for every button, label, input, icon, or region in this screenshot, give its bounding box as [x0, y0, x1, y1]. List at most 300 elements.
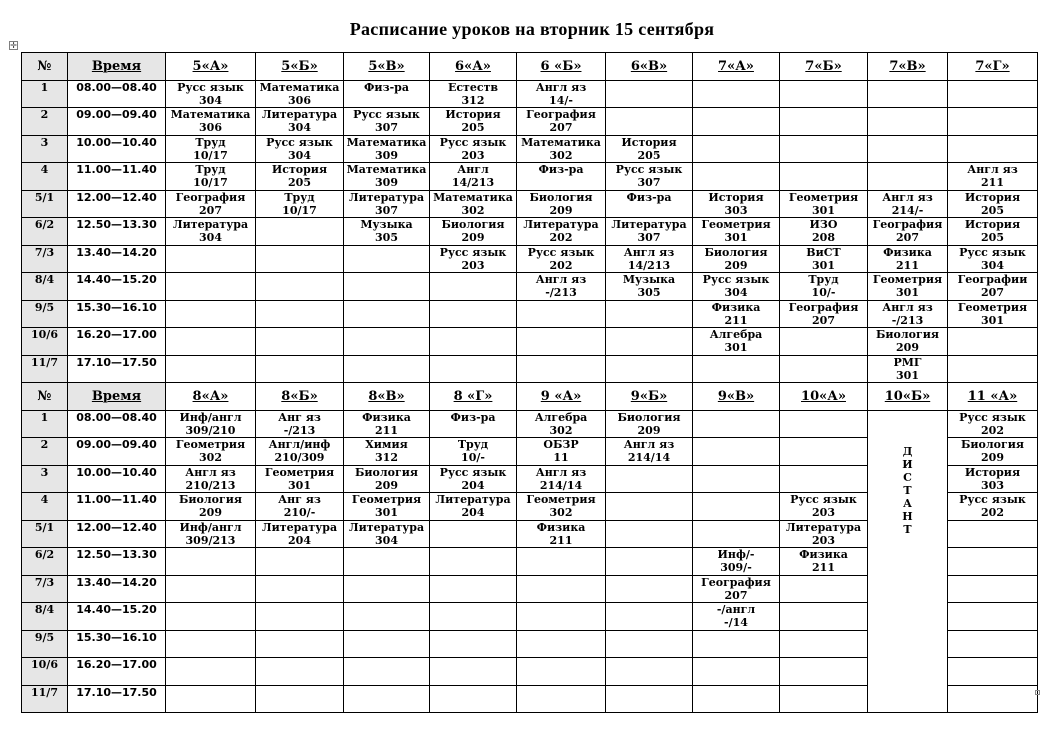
lesson-cell[interactable] [606, 163, 693, 191]
lesson-cell[interactable] [606, 80, 693, 108]
lesson-cell[interactable] [948, 355, 1038, 383]
lesson-cell[interactable] [780, 273, 868, 301]
lesson-cell[interactable] [606, 328, 693, 356]
lesson-cell[interactable] [606, 108, 693, 136]
lesson-row [22, 245, 1038, 273]
lesson-time: 17.10—17.50 [68, 685, 166, 713]
lesson-cell[interactable] [166, 465, 256, 493]
lesson-cell[interactable] [517, 163, 606, 191]
lesson-cell[interactable] [430, 493, 517, 521]
lesson-cell[interactable] [430, 328, 517, 356]
lesson-cell[interactable] [948, 163, 1038, 191]
room: 203 [812, 506, 835, 519]
lesson-cell[interactable] [166, 410, 256, 438]
subject: Физика [362, 410, 411, 424]
lesson-cell[interactable] [780, 685, 868, 713]
lesson-cell[interactable] [948, 135, 1038, 163]
subject: Русс язык [527, 245, 595, 259]
lesson-cell[interactable] [780, 300, 868, 328]
lesson-cell[interactable] [868, 355, 948, 383]
class-name: 6«В» [606, 53, 693, 81]
lesson-cell[interactable] [430, 190, 517, 218]
lesson-cell[interactable] [166, 108, 256, 136]
lesson-cell[interactable] [256, 135, 344, 163]
lesson-cell[interactable] [780, 190, 868, 218]
lesson-cell[interactable] [344, 493, 430, 521]
lesson-cell[interactable] [948, 328, 1038, 356]
subject: Геометрия [872, 273, 943, 286]
room: -/213 [891, 313, 924, 327]
lesson-cell[interactable] [256, 493, 344, 521]
lesson-cell[interactable] [430, 135, 517, 163]
lesson-cell[interactable] [868, 245, 948, 273]
subject: Физ-ра [364, 80, 409, 94]
schedule-table [21, 52, 1038, 713]
lesson-cell[interactable] [344, 328, 430, 356]
lesson-cell[interactable] [868, 190, 948, 218]
lesson-cell[interactable] [693, 108, 780, 136]
lesson-cell[interactable] [693, 355, 780, 383]
lesson-cell[interactable] [256, 630, 344, 658]
lesson-time: 10.00—10.40 [68, 135, 166, 163]
lesson-cell[interactable] [948, 548, 1038, 576]
lesson-cell[interactable] [166, 658, 256, 686]
room: 202 [549, 258, 573, 272]
lesson-cell[interactable] [166, 80, 256, 108]
class-name: 7«Г» [948, 53, 1038, 81]
lesson-cell[interactable] [693, 300, 780, 328]
subject: Инф/- [717, 548, 755, 561]
lesson-cell[interactable] [430, 80, 517, 108]
room: 307 [637, 231, 661, 244]
lesson-cell[interactable] [256, 520, 344, 548]
lesson-cell[interactable] [517, 548, 606, 576]
subject: Литература [523, 218, 599, 231]
lesson-cell[interactable] [868, 80, 948, 108]
lesson-cell[interactable] [256, 548, 344, 576]
lesson-cell[interactable] [780, 630, 868, 658]
lesson-cell[interactable] [948, 493, 1038, 521]
lesson-cell[interactable] [780, 163, 868, 191]
lesson-cell[interactable] [344, 438, 430, 466]
lesson-cell[interactable] [344, 163, 430, 191]
lesson-cell[interactable] [517, 108, 606, 136]
lesson-cell[interactable] [780, 438, 868, 466]
lesson-cell[interactable] [693, 520, 780, 548]
lesson-cell[interactable] [430, 658, 517, 686]
lesson-cell[interactable] [430, 410, 517, 438]
move-cross-icon[interactable]: ✛ [10, 41, 17, 50]
lesson-cell[interactable] [948, 520, 1038, 548]
subject: Физ-ра [538, 163, 584, 176]
lesson-cell[interactable] [256, 575, 344, 603]
lesson-cell[interactable] [430, 218, 517, 246]
lesson-cell[interactable] [430, 355, 517, 383]
lesson-cell[interactable] [693, 328, 780, 356]
room: 301 [288, 478, 311, 492]
lesson-cell[interactable] [517, 245, 606, 273]
lesson-cell[interactable] [430, 685, 517, 713]
lesson-cell[interactable] [344, 355, 430, 383]
lesson-cell[interactable] [693, 438, 780, 466]
lesson-cell[interactable] [693, 493, 780, 521]
lesson-cell[interactable] [780, 410, 868, 438]
lesson-cell[interactable] [430, 603, 517, 631]
lesson-cell[interactable] [693, 410, 780, 438]
lesson-cell[interactable] [166, 218, 256, 246]
subject: РМГ [893, 355, 922, 369]
room: 209 [375, 478, 398, 492]
lesson-cell[interactable] [780, 603, 868, 631]
lesson-cell[interactable] [256, 438, 344, 466]
lesson-cell[interactable] [517, 438, 606, 466]
lesson-cell[interactable] [344, 658, 430, 686]
subject: Геометрия [701, 218, 771, 231]
lesson-cell[interactable] [606, 465, 693, 493]
room: 207 [896, 231, 919, 244]
subject: Математика [170, 108, 251, 121]
subject: Географии [957, 273, 1028, 286]
lesson-cell[interactable] [256, 355, 344, 383]
lesson-cell[interactable] [693, 135, 780, 163]
lesson-cell[interactable] [517, 685, 606, 713]
lesson-cell[interactable] [166, 355, 256, 383]
lesson-cell[interactable] [517, 190, 606, 218]
subject: Русс язык [439, 465, 507, 479]
lesson-cell[interactable] [780, 328, 868, 356]
subject: Геометрия [351, 493, 422, 506]
lesson-cell[interactable] [256, 108, 344, 136]
lesson-cell[interactable] [606, 218, 693, 246]
room: 209 [549, 203, 573, 217]
lesson-cell[interactable] [868, 135, 948, 163]
subject: Химия [365, 438, 408, 451]
lesson-cell[interactable] [517, 575, 606, 603]
lesson-cell[interactable] [166, 493, 256, 521]
lesson-cell[interactable] [344, 108, 430, 136]
subject: Англ яз [967, 163, 1018, 176]
subject: Труд [284, 190, 315, 204]
lesson-cell[interactable] [166, 438, 256, 466]
lesson-cell[interactable] [606, 245, 693, 273]
lesson-cell[interactable] [606, 575, 693, 603]
lesson-cell[interactable] [780, 520, 868, 548]
lesson-cell[interactable] [256, 218, 344, 246]
lesson-cell[interactable] [344, 685, 430, 713]
lesson-row [22, 273, 1038, 301]
lesson-cell[interactable] [430, 438, 517, 466]
lesson-cell[interactable] [693, 658, 780, 686]
subject: Литература [348, 190, 425, 204]
class-name: 8«В» [344, 383, 430, 411]
lesson-cell[interactable] [606, 273, 693, 301]
lesson-cell[interactable] [430, 520, 517, 548]
lesson-cell[interactable] [430, 465, 517, 493]
lesson-cell[interactable] [948, 603, 1038, 631]
lesson-cell[interactable] [344, 245, 430, 273]
lesson-cell[interactable] [948, 300, 1038, 328]
room: 211 [981, 176, 1004, 189]
lesson-number: 8/4 [22, 603, 68, 631]
room: 214/14 [627, 451, 671, 464]
lesson-cell[interactable] [517, 630, 606, 658]
lesson-cell[interactable] [948, 218, 1038, 246]
lesson-cell[interactable] [256, 658, 344, 686]
subject: Геометрия [526, 493, 596, 506]
lesson-cell[interactable] [606, 685, 693, 713]
lesson-cell[interactable] [344, 548, 430, 576]
lesson-cell[interactable] [780, 108, 868, 136]
lesson-cell[interactable] [948, 685, 1038, 713]
subject: Музыка [360, 218, 413, 231]
subject: Физика [711, 300, 761, 314]
lesson-cell[interactable] [256, 603, 344, 631]
lesson-cell[interactable] [948, 245, 1038, 273]
lesson-cell[interactable] [693, 80, 780, 108]
subject: Англ [457, 163, 489, 176]
lesson-cell[interactable] [948, 465, 1038, 493]
lesson-cell[interactable] [693, 190, 780, 218]
page-title: Расписание уроков на вторник 15 сентября [349, 19, 715, 39]
lesson-cell[interactable] [344, 300, 430, 328]
lesson-cell[interactable] [780, 465, 868, 493]
lesson-cell[interactable] [948, 658, 1038, 686]
lesson-cell[interactable] [166, 575, 256, 603]
lesson-cell[interactable] [606, 520, 693, 548]
lesson-cell[interactable] [256, 245, 344, 273]
lesson-cell[interactable] [606, 300, 693, 328]
lesson-cell[interactable] [166, 548, 256, 576]
lesson-cell[interactable] [517, 218, 606, 246]
lesson-cell[interactable] [948, 80, 1038, 108]
lesson-cell[interactable] [166, 328, 256, 356]
lesson-number: 11/7 [22, 685, 68, 713]
lesson-cell[interactable] [256, 273, 344, 301]
lesson-number: 6/2 [22, 218, 68, 246]
lesson-cell[interactable] [344, 410, 430, 438]
lesson-cell[interactable] [344, 603, 430, 631]
subject: География [175, 190, 246, 204]
room: 304 [288, 148, 311, 162]
lesson-cell[interactable] [344, 218, 430, 246]
lesson-cell[interactable] [693, 465, 780, 493]
lesson-time: 15.30—16.10 [68, 300, 166, 328]
lesson-cell[interactable] [166, 630, 256, 658]
lesson-cell[interactable] [606, 658, 693, 686]
lesson-cell[interactable] [256, 328, 344, 356]
lesson-cell[interactable] [517, 410, 606, 438]
room: 204 [461, 506, 485, 519]
lesson-cell[interactable] [166, 190, 256, 218]
lesson-cell[interactable] [430, 630, 517, 658]
lesson-number: 8/4 [22, 273, 68, 301]
lesson-cell[interactable] [517, 603, 606, 631]
lesson-cell[interactable] [693, 603, 780, 631]
subject: История [271, 163, 328, 176]
lesson-time: 11.00—11.40 [68, 163, 166, 191]
lesson-cell[interactable] [430, 273, 517, 301]
room: 204 [461, 478, 485, 492]
lesson-cell[interactable] [256, 190, 344, 218]
subject: Англ яз [882, 190, 933, 204]
room: 302 [549, 148, 573, 162]
lesson-cell[interactable] [780, 355, 868, 383]
subject: Биология [529, 190, 593, 204]
room: 207 [199, 203, 222, 217]
lesson-cell[interactable] [166, 685, 256, 713]
lesson-cell[interactable] [693, 575, 780, 603]
lesson-cell[interactable] [166, 245, 256, 273]
room: 301 [724, 231, 748, 244]
lesson-cell[interactable] [517, 80, 606, 108]
lesson-cell[interactable] [606, 438, 693, 466]
lesson-cell[interactable] [256, 163, 344, 191]
lesson-cell[interactable] [868, 328, 948, 356]
room: 304 [981, 258, 1004, 272]
room: -/14 [724, 616, 748, 629]
lesson-cell[interactable] [344, 190, 430, 218]
lesson-cell[interactable] [780, 135, 868, 163]
lesson-cell[interactable] [606, 410, 693, 438]
class-name: 6«А» [430, 53, 517, 81]
lesson-cell[interactable] [780, 575, 868, 603]
lesson-cell[interactable] [256, 300, 344, 328]
lesson-cell[interactable] [256, 80, 344, 108]
lesson-cell[interactable] [606, 493, 693, 521]
lesson-cell[interactable] [868, 300, 948, 328]
lesson-time: 14.40—15.20 [68, 603, 166, 631]
lesson-number: 4 [22, 163, 68, 191]
lesson-cell[interactable] [606, 630, 693, 658]
lesson-cell[interactable] [780, 218, 868, 246]
room: 309 [375, 176, 398, 189]
lesson-cell[interactable] [780, 548, 868, 576]
lesson-cell[interactable] [517, 465, 606, 493]
lesson-cell[interactable] [780, 245, 868, 273]
subject: Труд [195, 135, 226, 149]
lesson-cell[interactable] [256, 465, 344, 493]
room: 203 [461, 148, 485, 162]
lesson-cell[interactable] [344, 80, 430, 108]
lesson-row [22, 410, 1038, 438]
lesson-cell[interactable] [948, 410, 1038, 438]
lesson-cell[interactable] [780, 80, 868, 108]
room: 205 [637, 148, 661, 162]
subject: Литература [348, 520, 425, 534]
lesson-cell[interactable] [430, 575, 517, 603]
lesson-cell[interactable] [344, 273, 430, 301]
lesson-cell[interactable] [606, 548, 693, 576]
lesson-number: 10/6 [22, 328, 68, 356]
lesson-cell[interactable] [430, 163, 517, 191]
lesson-cell[interactable] [868, 273, 948, 301]
lesson-cell[interactable] [606, 190, 693, 218]
lesson-cell[interactable] [166, 300, 256, 328]
subject: ИЗО [809, 218, 838, 231]
room: 301 [896, 286, 919, 299]
lesson-cell[interactable] [868, 163, 948, 191]
lesson-cell[interactable] [344, 520, 430, 548]
lesson-cell[interactable] [693, 630, 780, 658]
lesson-cell[interactable] [166, 520, 256, 548]
lesson-cell[interactable] [948, 575, 1038, 603]
lesson-cell[interactable] [344, 135, 430, 163]
subject: Литература [611, 218, 687, 231]
lesson-cell[interactable] [166, 273, 256, 301]
lesson-cell[interactable] [430, 108, 517, 136]
lesson-cell[interactable] [344, 465, 430, 493]
lesson-cell[interactable] [948, 273, 1038, 301]
lesson-cell[interactable] [780, 493, 868, 521]
subject: Физика [883, 245, 932, 259]
class-name: 10«Б» [868, 383, 948, 411]
lesson-cell[interactable] [430, 548, 517, 576]
lesson-cell[interactable] [517, 658, 606, 686]
lesson-cell[interactable] [166, 163, 256, 191]
lesson-cell[interactable] [256, 685, 344, 713]
lesson-cell[interactable] [344, 630, 430, 658]
subject: Русс язык [959, 245, 1026, 259]
lesson-cell[interactable] [517, 300, 606, 328]
subject: Математика [521, 135, 601, 149]
lesson-cell[interactable] [517, 355, 606, 383]
lesson-cell[interactable] [948, 108, 1038, 136]
lesson-cell[interactable] [693, 245, 780, 273]
lesson-cell[interactable] [868, 108, 948, 136]
subject: Анг яз [278, 493, 321, 506]
lesson-cell[interactable] [693, 163, 780, 191]
lesson-cell[interactable] [780, 658, 868, 686]
distant-label: Д И С Т А Н Т [902, 444, 913, 536]
lesson-cell[interactable] [517, 135, 606, 163]
lesson-cell[interactable] [693, 218, 780, 246]
room: 210/- [283, 506, 316, 519]
lesson-cell[interactable] [693, 548, 780, 576]
lesson-cell[interactable] [166, 135, 256, 163]
subject: Геометрия [957, 300, 1028, 314]
lesson-cell[interactable] [868, 218, 948, 246]
lesson-cell[interactable] [606, 135, 693, 163]
lesson-cell[interactable] [948, 438, 1038, 466]
lesson-cell[interactable] [430, 245, 517, 273]
lesson-cell[interactable] [517, 493, 606, 521]
lesson-number: 5/1 [22, 520, 68, 548]
room: 309/210 [185, 423, 236, 437]
lesson-cell[interactable] [430, 300, 517, 328]
lesson-cell[interactable] [517, 328, 606, 356]
lesson-cell[interactable] [606, 603, 693, 631]
lesson-cell[interactable] [256, 410, 344, 438]
subject: Физика [536, 520, 586, 534]
lesson-time: 15.30—16.10 [68, 630, 166, 658]
room: 205 [981, 203, 1004, 217]
lesson-cell[interactable] [693, 685, 780, 713]
room: 210/213 [185, 478, 236, 492]
lesson-cell[interactable] [344, 575, 430, 603]
lesson-cell[interactable] [517, 520, 606, 548]
lesson-cell[interactable] [606, 355, 693, 383]
lesson-number: 4 [22, 493, 68, 521]
room: 307 [375, 203, 398, 217]
lesson-cell[interactable] [948, 190, 1038, 218]
lesson-cell[interactable] [948, 630, 1038, 658]
subject: Геометрия [175, 438, 246, 451]
lesson-number: 1 [22, 410, 68, 438]
lesson-cell[interactable] [693, 273, 780, 301]
lesson-cell[interactable] [517, 273, 606, 301]
schedule-body [22, 53, 1038, 713]
lesson-cell[interactable] [166, 603, 256, 631]
